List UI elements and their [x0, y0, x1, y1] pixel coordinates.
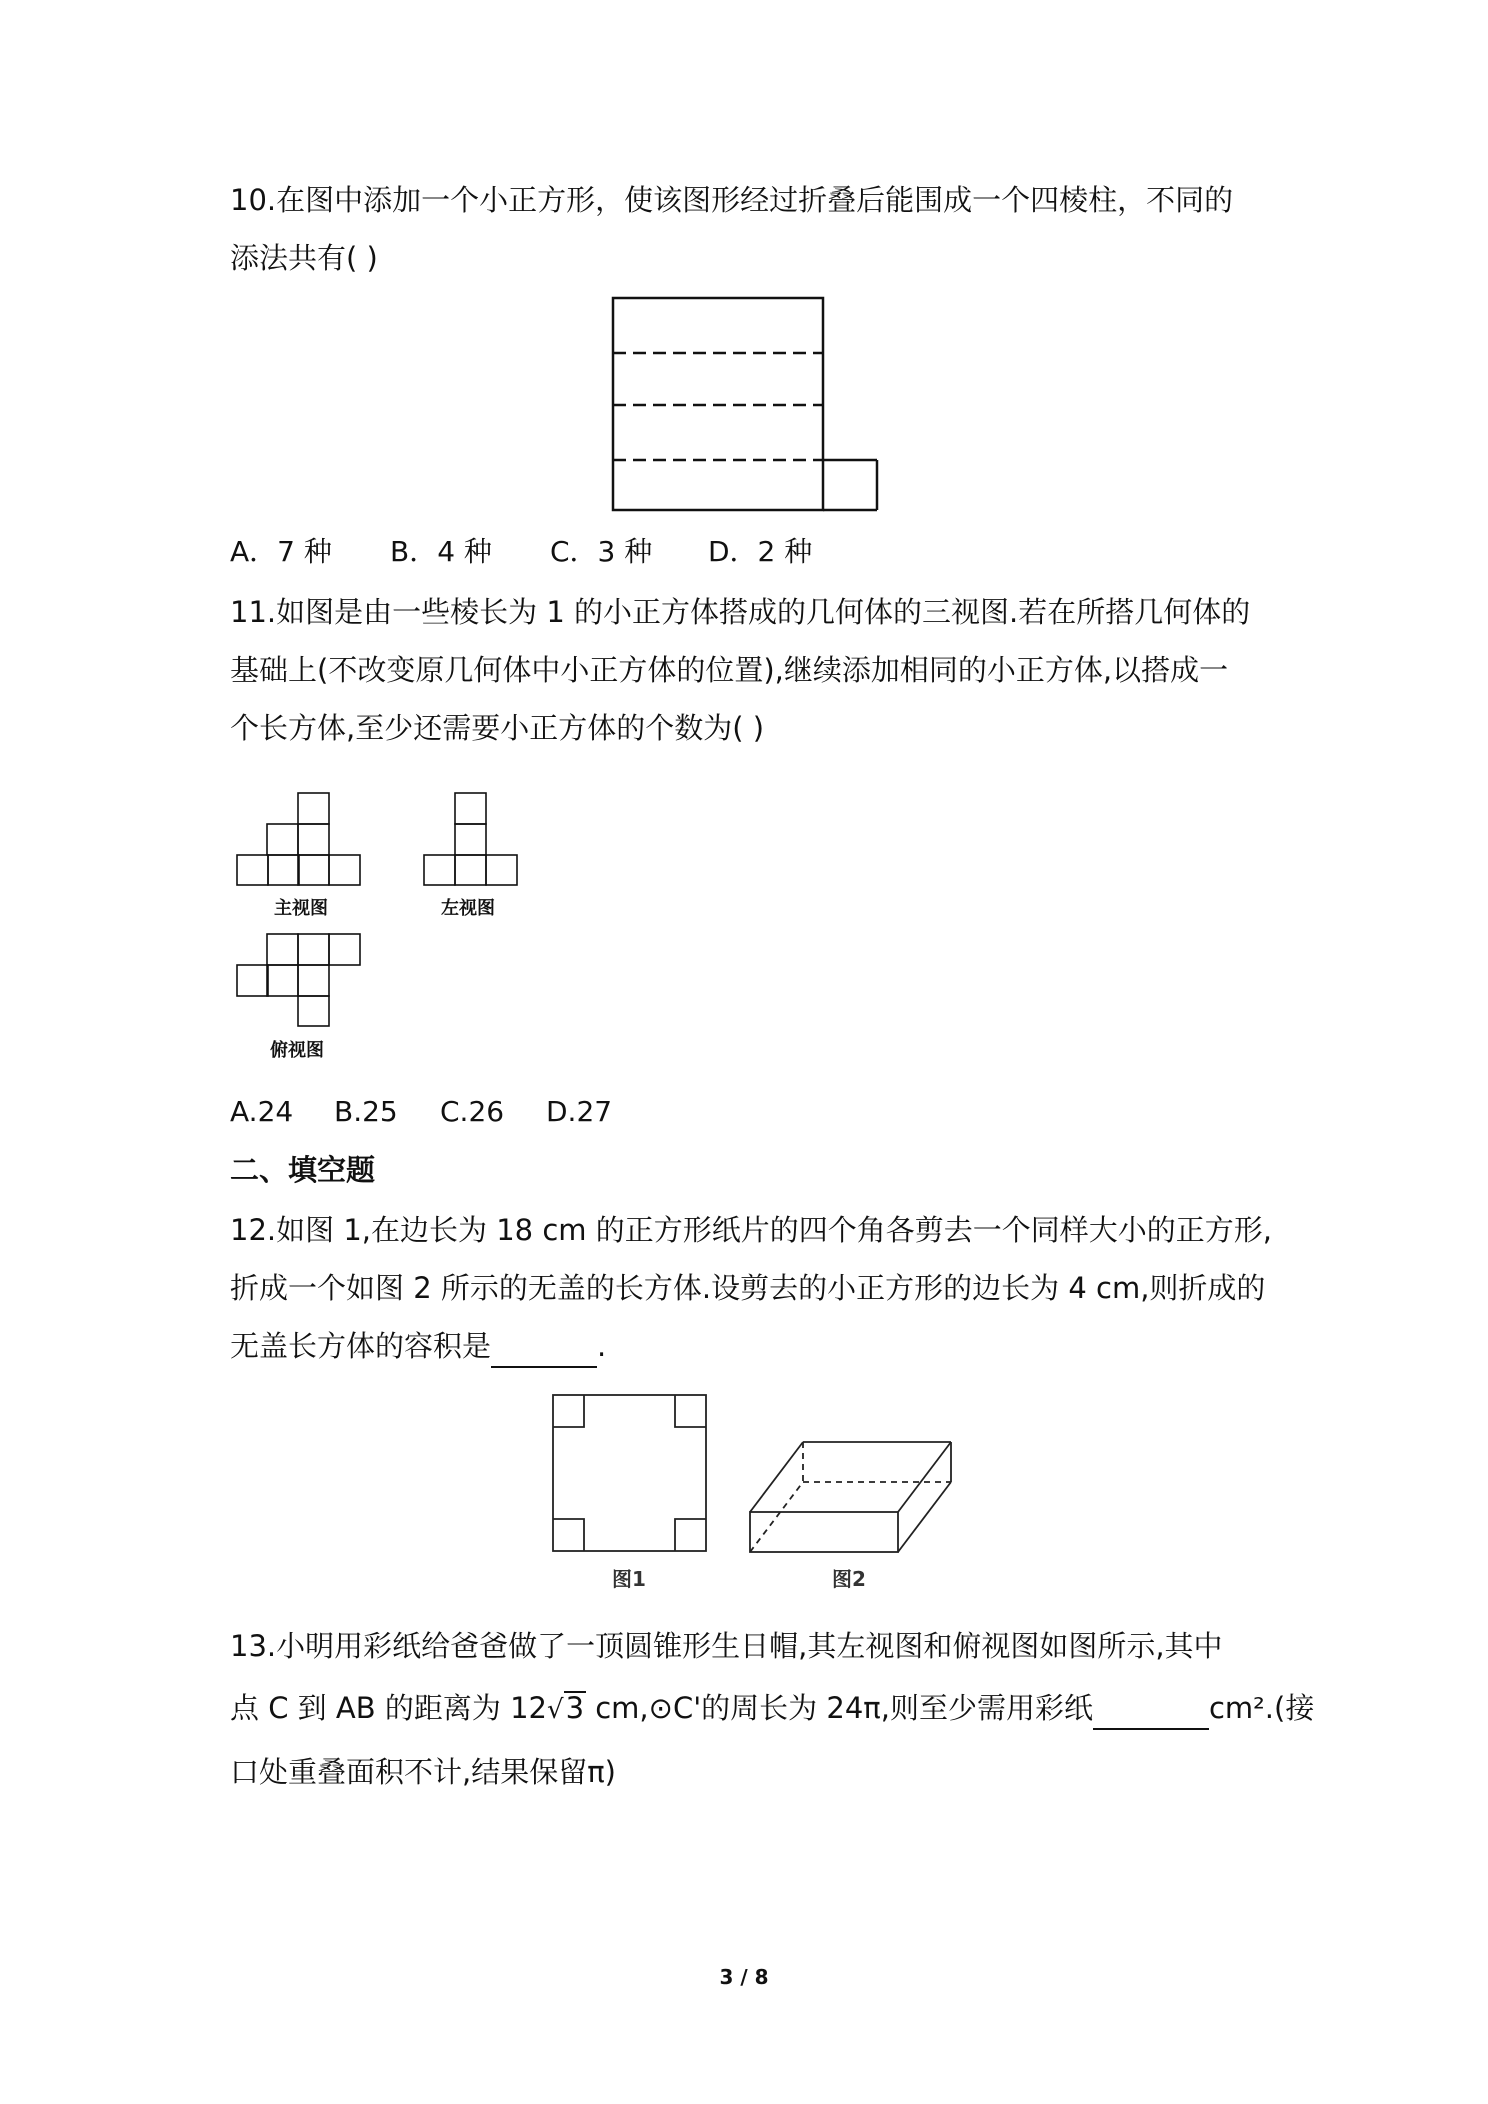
q12-caption-fig1: 图1: [612, 1567, 646, 1591]
q10-option-a: A．7 种: [230, 535, 332, 568]
q10-option-b: B．4 种: [390, 535, 492, 568]
q12-text-line3: 无盖长方体的容积是 .: [230, 1326, 606, 1368]
q10-text-line1: 10.在图中添加一个小正方形，使该图形经过折叠后能围成一个四棱柱，不同的: [230, 183, 1234, 217]
q13-text-line2: 点 C 到 AB 的距离为 12√3 cm,⊙C'的周长为 24π,则至少需用彩纸 cm².(接: [230, 1688, 1314, 1730]
q13-answer-blank: [1093, 1688, 1209, 1730]
q12-text-line2: 折成一个如图 2 所示的无盖的长方体.设剪去的小正方形的边长为 4 cm,则折成的: [230, 1271, 1266, 1305]
q11-left-view: [423, 792, 518, 886]
q11-caption-top: 俯视图: [270, 1040, 324, 1061]
q11-text-line1: 11.如图是由一些棱长为 1 的小正方体搭成的几何体的三视图.若在所搭几何体的: [230, 595, 1251, 629]
q12-figure-1-square: [552, 1394, 708, 1554]
q10-text-line2: 添法共有( ): [230, 241, 378, 275]
q11-text-line2: 基础上(不改变原几何体中小正方体的位置),继续添加相同的小正方体,以搭成一: [230, 653, 1229, 687]
q11-front-view: [236, 792, 362, 886]
q11-caption-front: 主视图: [274, 898, 328, 919]
q12-caption-fig2: 图2: [832, 1567, 866, 1591]
q11-option-a: A.24: [230, 1095, 294, 1128]
q10-net-figure: [612, 297, 888, 515]
q11-caption-left: 左视图: [441, 898, 495, 919]
q11-text-line3: 个长方体,至少还需要小正方体的个数为( ): [230, 711, 765, 745]
q12-figure-2-open-box: [748, 1440, 968, 1556]
q11-option-d: D.27: [546, 1095, 613, 1128]
page-number: 3 / 8: [719, 1965, 769, 1989]
q13-sqrt-radicand: 3: [565, 1691, 585, 1725]
q12-text-line1: 12.如图 1,在边长为 18 cm 的正方形纸片的四个角各剪去一个同样大小的正方形,: [230, 1213, 1272, 1247]
section-heading-fill-in: 二、填空题: [230, 1153, 376, 1187]
q11-option-b: B.25: [334, 1095, 398, 1128]
q13-text-line3: 口处重叠面积不计,结果保留π): [230, 1755, 616, 1789]
q11-top-view: [236, 933, 362, 1027]
q12-answer-blank: [491, 1326, 597, 1368]
q10-option-c: C．3 种: [550, 535, 653, 568]
q13-text-line1: 13.小明用彩纸给爸爸做了一顶圆锥形生日帽,其左视图和俯视图如图所示,其中: [230, 1629, 1223, 1663]
q10-option-d: D．2 种: [708, 535, 813, 568]
q11-option-c: C.26: [440, 1095, 505, 1128]
